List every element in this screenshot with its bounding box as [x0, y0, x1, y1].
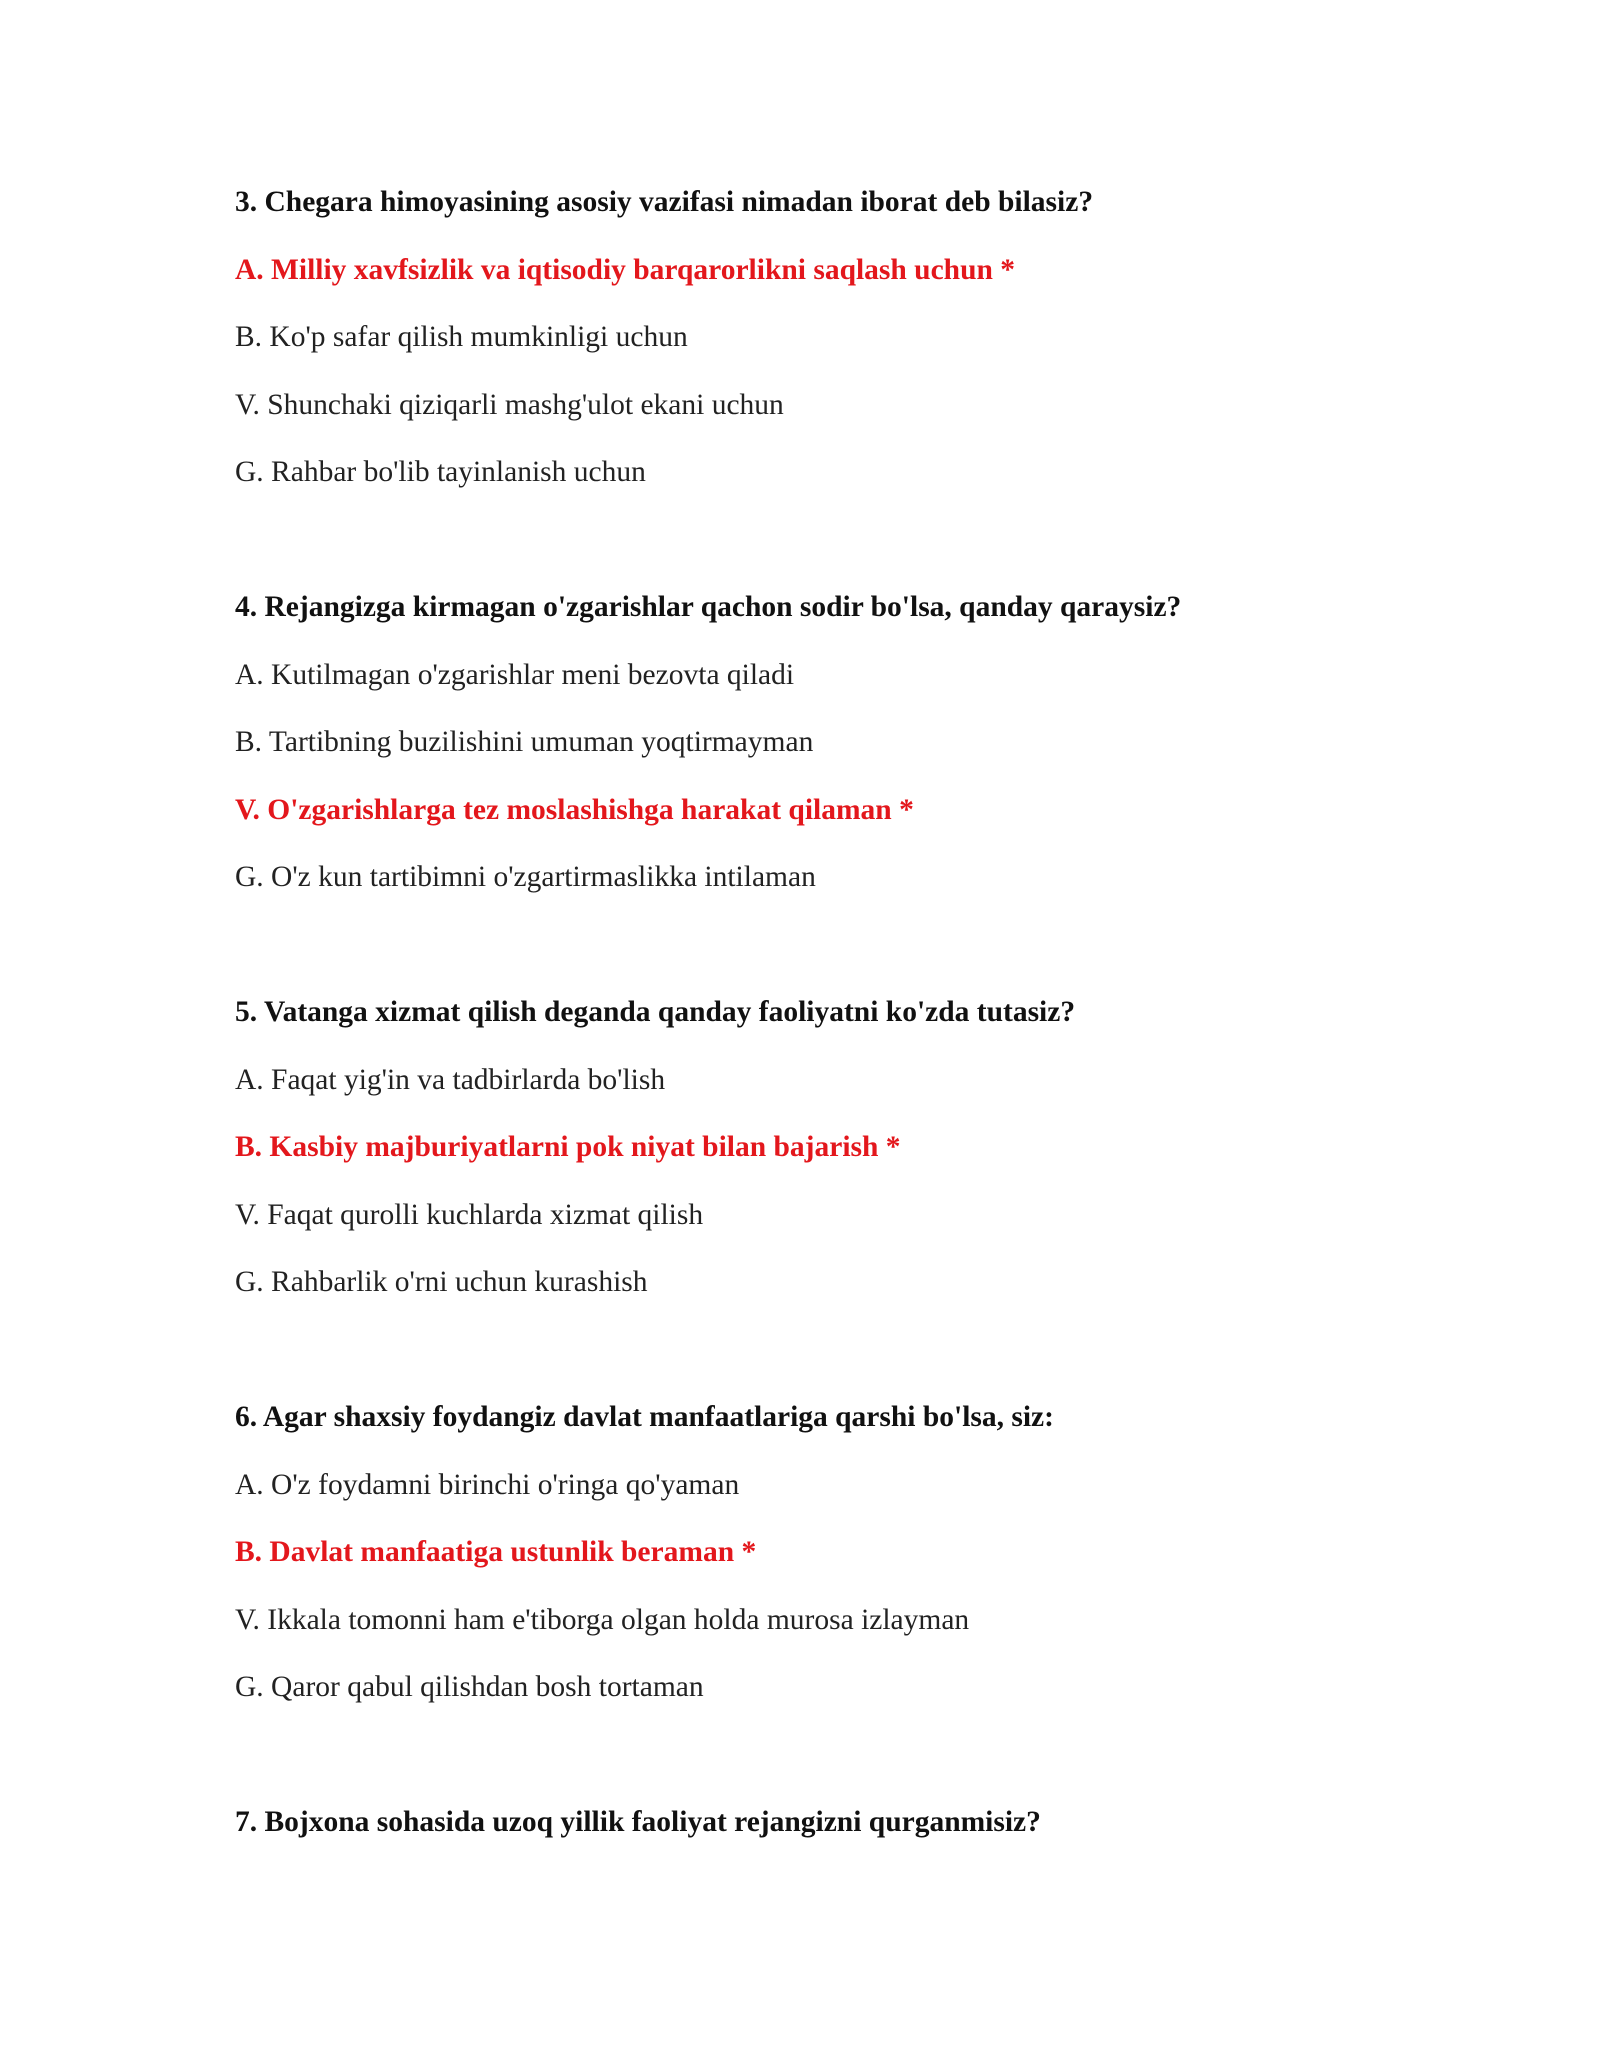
question-block-5 — [235, 995, 1435, 1300]
question-block-4 — [235, 590, 1435, 895]
question-7-text: 7. Bojxona sohasida uzoq yillik faoliyat rejangizni qurganmisiz? — [235, 1806, 1041, 1838]
question-4-option-b: B. Tartibning buzilishini umuman yoqtirmayman — [235, 726, 814, 758]
quiz-page — [235, 185, 1435, 1873]
block-spacer — [235, 523, 1435, 591]
question-4-option-a: A. Kutilmagan o'zgarishlar meni bezovta qiladi — [235, 658, 795, 691]
question-4-option-v: V. O'zgarishlarga tez moslashishga harakat qilaman * — [235, 793, 914, 826]
question-3-option-b: B. Ko'p safar qilish mumkinligi uchun — [235, 321, 688, 353]
question-4-text: 4. Rejangizga kirmagan o'zgarishlar qachon sodir bo'lsa, qanday qaraysiz? — [235, 591, 1182, 623]
question-6-text: 6. Agar shaxsiy foydangiz davlat manfaatlariga qarshi bo'lsa, siz: — [235, 1401, 1054, 1433]
question-6-option-b: B. Davlat manfaatiga ustunlik beraman * — [235, 1536, 757, 1568]
question-6-option-a: A. O'z foydamni birinchi o'ringa qo'yaman — [235, 1468, 740, 1501]
question-5-option-a: A. Faqat yig'in va tadbirlarda bo'lish — [235, 1063, 666, 1096]
question-block-3 — [235, 185, 1435, 490]
question-6-option-v: V. Ikkala tomonni ham e'tiborga olgan holda murosa izlayman — [235, 1603, 970, 1636]
question-3-text: 3. Chegara himoyasining asosiy vazifasi nimadan iborat deb bilasiz? — [235, 186, 1094, 218]
question-block-6 — [235, 1400, 1435, 1705]
question-6-option-g: G. Qaror qabul qilishdan bosh tortaman — [235, 1671, 704, 1703]
question-3-option-g: G. Rahbar bo'lib tayinlanish uchun — [235, 456, 646, 488]
block-spacer — [235, 1738, 1435, 1806]
question-3-option-a: A. Milliy xavfsizlik va iqtisodiy barqarorlikni saqlash uchun * — [235, 253, 1016, 286]
question-5-option-b: B. Kasbiy majburiyatlarni pok niyat bilan bajarish * — [235, 1131, 901, 1163]
question-5-option-v: V. Faqat qurolli kuchlarda xizmat qilish — [235, 1198, 704, 1231]
question-block-7 — [235, 1805, 1435, 1840]
question-4-option-g: G. O'z kun tartibimni o'zgartirmaslikka intilaman — [235, 861, 816, 893]
question-5-text: 5. Vatanga xizmat qilish deganda qanday faoliyatni ko'zda tutasiz? — [235, 996, 1076, 1028]
block-spacer — [235, 928, 1435, 996]
question-5-option-g: G. Rahbarlik o'rni uchun kurashish — [235, 1266, 648, 1298]
block-spacer — [235, 1333, 1435, 1401]
question-3-option-v: V. Shunchaki qiziqarli mashg'ulot ekani uchun — [235, 388, 784, 421]
